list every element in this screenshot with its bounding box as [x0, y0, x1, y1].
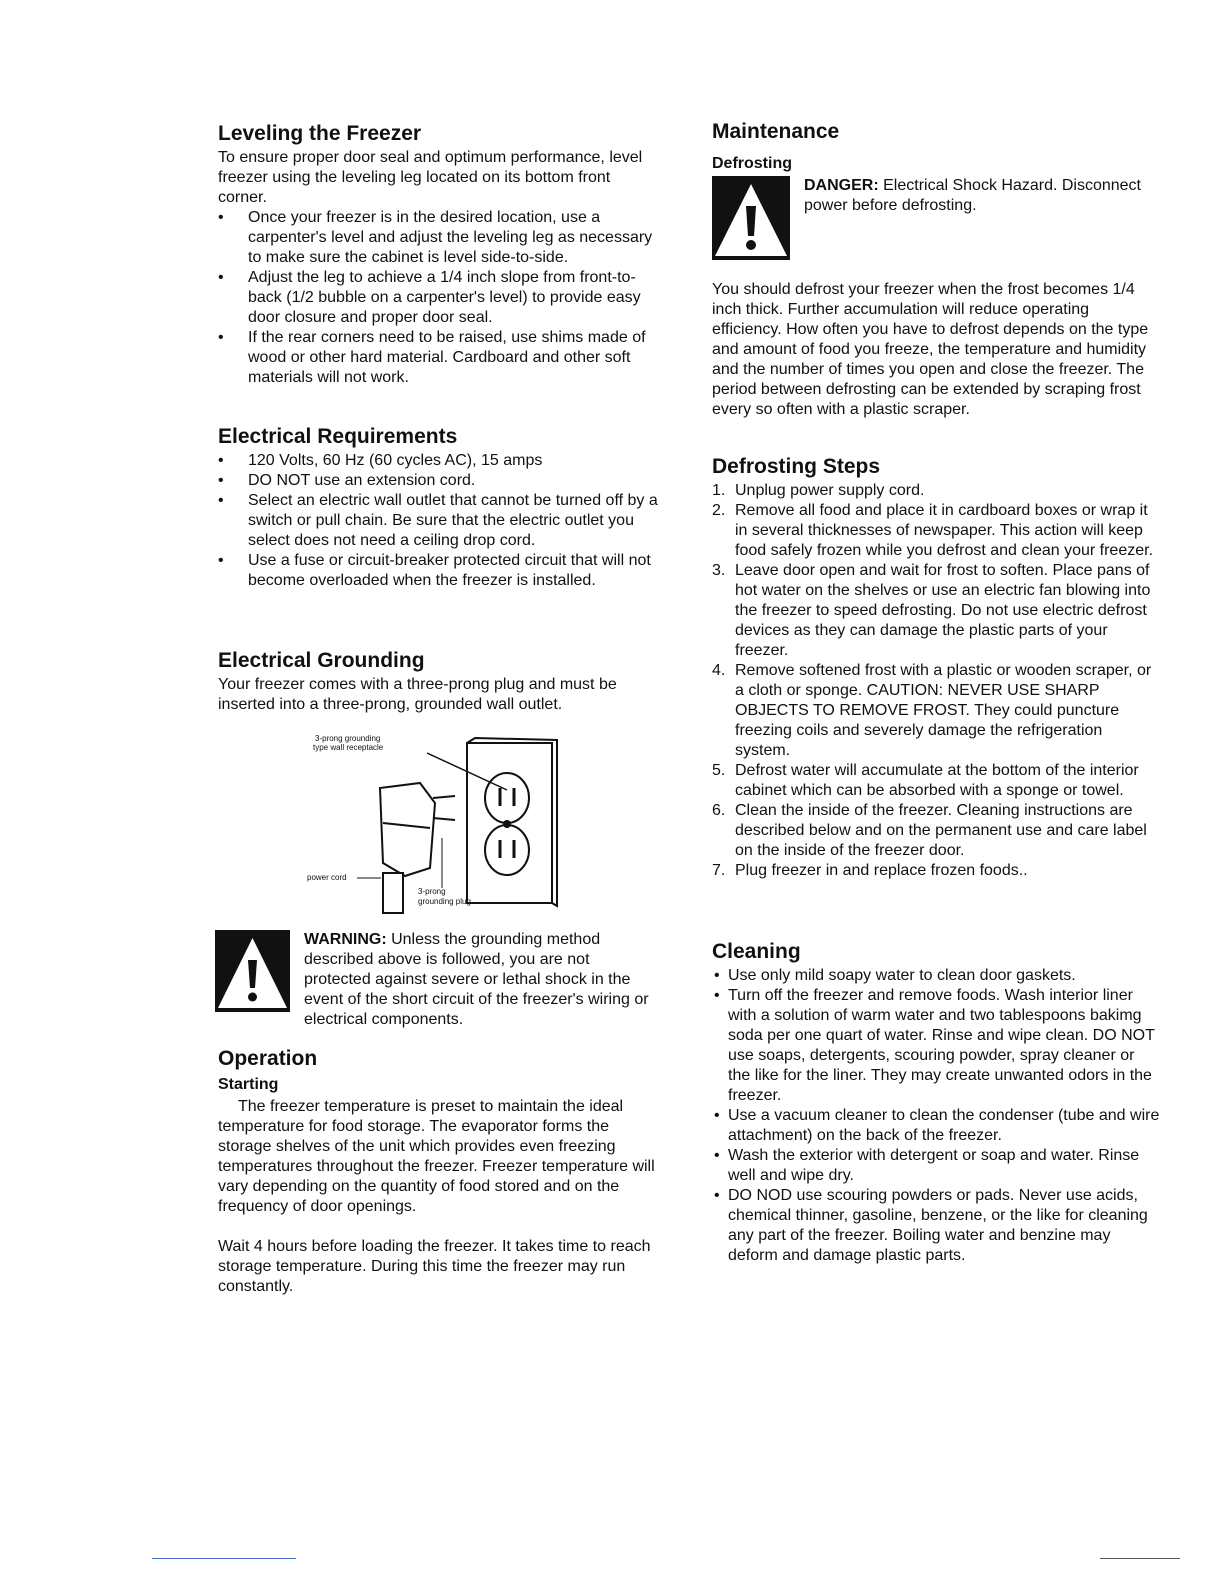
power-cord-label: power cord — [307, 873, 347, 882]
warning-block — [215, 930, 660, 1030]
bullet: • — [218, 452, 224, 469]
list-item — [712, 1146, 1160, 1186]
receptacle-label-2: type wall receptacle — [313, 743, 384, 752]
wall-plate — [467, 738, 557, 906]
heading-defrosting-steps: Defrosting Steps — [712, 455, 881, 478]
defrost-intro: You should defrost your freezer when the frost becomes 1/4 inch thick. Further accumulation will reduce operating efficiency. How often you have to defrost depends on the type and amount of food you freeze, the temperature and humidity and the number of times you open and close the freezer. The period between defrosting can be extended by scraping frost every so often with a plastic scraper. — [712, 281, 1149, 418]
heading-grounding: Electrical Grounding — [218, 649, 425, 672]
section-defrosting-steps — [712, 455, 1160, 881]
danger-block — [712, 176, 1160, 260]
section-operation — [218, 1047, 660, 1297]
step-text: Unplug power supply cord. — [735, 482, 925, 499]
bullet: • — [714, 1147, 720, 1164]
step-number: 1. — [712, 482, 726, 499]
section-leveling — [218, 122, 660, 388]
warning-body: Unless the grounding method described above is followed, you are not protected against severe or lethal shock in the event of the short circuit of the freezer's wiring or electrical components. — [304, 931, 649, 1028]
step-number: 3. — [712, 562, 726, 579]
step-item — [712, 661, 1160, 761]
bullet: • — [218, 552, 224, 569]
electrical-list — [218, 451, 660, 591]
list-item-text: Use only mild soapy water to clean door gaskets. — [728, 967, 1076, 984]
plug-label-1: 3-prong — [418, 887, 446, 896]
step-item — [712, 801, 1160, 861]
danger-body: Electrical Shock Hazard. Disconnect power before defrosting. — [804, 177, 1141, 214]
danger-label: DANGER: — [804, 177, 879, 194]
operation-para-1: The freezer temperature is preset to maintain the ideal temperature for food storage. The evaporator forms the storage shelves of the unit which provides even freezing temperatures throughout the freezer. Freezer temperature will vary depending on the quantity of food stored and on the frequency of door openings. — [218, 1098, 655, 1215]
warning-label: WARNING: — [304, 931, 387, 948]
list-item-text: Once your freezer is in the desired location, use a carpenter's level and adjust the leveling leg as necessary to make sure the cabinet is level side-to-side. — [248, 209, 653, 266]
leveling-list — [218, 208, 660, 388]
step-item — [712, 561, 1160, 661]
section-electrical-requirements — [218, 425, 660, 591]
list-item-text: Use a fuse or circuit-breaker protected circuit that will not become overloaded when the freezer is installed. — [248, 552, 651, 589]
grounding-text: Your freezer comes with a three-prong plug and must be inserted into a three-prong, grounded wall outlet. — [218, 676, 617, 713]
danger-icon — [712, 176, 790, 260]
subheading-starting: Starting — [218, 1076, 279, 1093]
list-item — [218, 208, 660, 268]
step-number: 4. — [712, 662, 726, 679]
bullet: • — [218, 492, 224, 509]
step-number: 2. — [712, 502, 726, 519]
bullet: • — [218, 472, 224, 489]
danger-text — [804, 176, 1159, 260]
section-cleaning — [712, 940, 1160, 1266]
list-item-text: Adjust the leg to achieve a 1/4 inch slope from front-to-back (1/2 bubble on a carpenter's level) to provide easy door closure and proper door seal. — [248, 269, 641, 326]
list-item-text: Select an electric wall outlet that cannot be turned off by a switch or pull chain. Be sure that the electric outlet you select does not need a ceiling drop cord. — [248, 492, 658, 549]
list-item — [218, 471, 660, 491]
list-item — [712, 966, 1160, 986]
heading-leveling: Leveling the Freezer — [218, 122, 422, 145]
list-item — [712, 1186, 1160, 1266]
step-item — [712, 481, 1160, 501]
list-item — [218, 268, 660, 328]
heading-maintenance: Maintenance — [712, 120, 840, 143]
cleaning-list — [712, 966, 1160, 1266]
step-number: 7. — [712, 862, 726, 879]
heading-operation: Operation — [218, 1047, 318, 1070]
operation-para-2: Wait 4 hours before loading the freezer. It takes time to reach storage temperature. During this time the freezer may run constantly. — [218, 1238, 651, 1295]
list-item — [712, 986, 1160, 1106]
bullet: • — [218, 329, 224, 346]
heading-electrical-requirements: Electrical Requirements — [218, 425, 458, 448]
list-item-text: Turn off the freezer and remove foods. Wash interior liner with a solution of warm water and two tablespoons bakimg soda per one quart of water. Rinse and wipe clean. DO NOT use soaps, detergents, scouring powder, spray cleaner or the like for the liner. They may create unwanted odors in the freezer. — [728, 987, 1155, 1104]
list-item-text: 120 Volts, 60 Hz (60 cycles AC), 15 amps — [248, 452, 543, 469]
step-text: Plug freezer in and replace frozen foods.. — [735, 862, 1028, 879]
bullet: • — [714, 987, 720, 1004]
subheading-defrosting: Defrosting — [712, 155, 792, 172]
page-edge-line — [1100, 1558, 1180, 1559]
step-text: Leave door open and wait for frost to soften. Place pans of hot water on the shelves or use an electric fan blowing into the freezer to speed defrosting. Do not use electric defrost devices as they can damage the plastic parts of your freezer. — [735, 562, 1151, 659]
step-number: 6. — [712, 802, 726, 819]
warning-icon — [215, 930, 290, 1012]
step-item — [712, 861, 1160, 881]
section-maintenance — [712, 120, 1160, 420]
step-item — [712, 501, 1160, 561]
list-item — [712, 1106, 1160, 1146]
heading-cleaning: Cleaning — [712, 940, 801, 963]
defrosting-steps-list — [712, 481, 1160, 881]
list-item-text: If the rear corners need to be raised, use shims made of wood or other hard material. Cardboard and other soft materials will not work. — [248, 329, 646, 386]
list-item — [218, 328, 660, 388]
page-edge-line — [152, 1558, 296, 1559]
section-grounding — [218, 649, 660, 715]
plug-receptacle-diagram — [295, 728, 570, 918]
receptacle-label-1: 3-prong grounding — [315, 734, 381, 743]
step-text: Remove all food and place it in cardboard boxes or wrap it in several thicknesses of newspaper. This action will keep food safely frozen while you defrost and clean your freezer. — [735, 502, 1154, 559]
list-item — [218, 451, 660, 471]
step-item — [712, 761, 1160, 801]
bullet: • — [714, 1187, 720, 1204]
warning-text — [304, 930, 660, 1030]
list-item-text: DO NOT use an extension cord. — [248, 472, 476, 489]
list-item-text: DO NOD use scouring powders or pads. Never use acids, chemical thinner, gasoline, benzene, or the like for cleaning any part of the freezer. Boiling water and benzine may deform and damage plastic parts. — [728, 1187, 1148, 1264]
step-text: Clean the inside of the freezer. Cleaning instructions are described below and on the permanent use and care label on the inside of the freezer door. — [735, 802, 1147, 859]
list-item-text: Wash the exterior with detergent or soap and water. Rinse well and wipe dry. — [728, 1147, 1140, 1184]
plug-label-2: grounding plug — [418, 897, 471, 906]
leveling-intro: To ensure proper door seal and optimum performance, level freezer using the leveling leg located on its bottom front corner. — [218, 149, 643, 206]
list-item-text: Use a vacuum cleaner to clean the condenser (tube and wire attachment) on the back of the freezer. — [728, 1107, 1160, 1144]
bullet: • — [714, 1107, 720, 1124]
bullet: • — [218, 269, 224, 286]
list-item — [218, 551, 660, 591]
list-item — [218, 491, 660, 551]
step-text: Defrost water will accumulate at the bottom of the interior cabinet which can be absorbed with a sponge or towel. — [735, 762, 1139, 799]
bullet: • — [218, 209, 224, 226]
step-number: 5. — [712, 762, 726, 779]
step-text: Remove softened frost with a plastic or wooden scraper, or a cloth or sponge. CAUTION: NEVER USE SHARP OBJECTS TO REMOVE FROST. They could puncture freezing coils and severely damage the refrigeration system. — [735, 662, 1152, 759]
bullet: • — [714, 967, 720, 984]
